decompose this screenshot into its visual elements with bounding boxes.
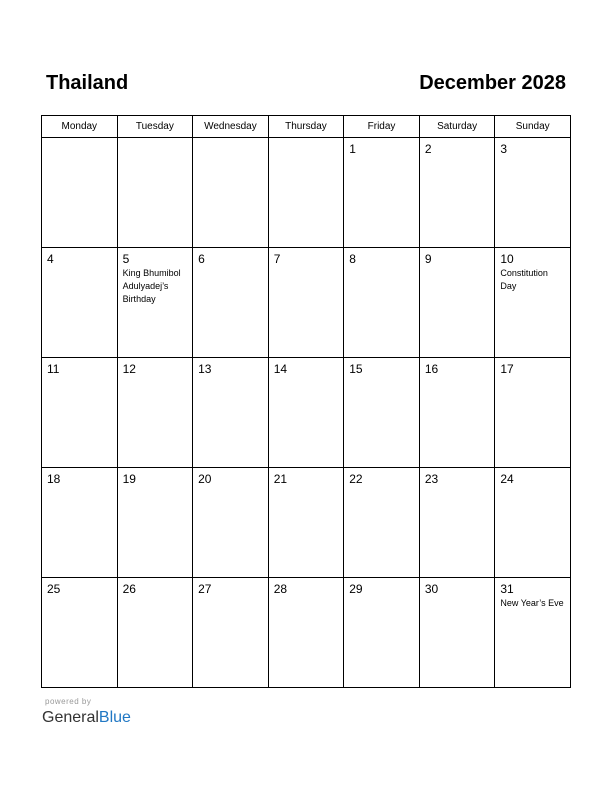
- day-number: 16: [424, 362, 439, 376]
- day-number: 21: [273, 472, 288, 486]
- week-row: [42, 468, 571, 578]
- weekday-header: Wednesday: [193, 116, 269, 138]
- day-cell: [268, 138, 344, 248]
- day-number: 15: [349, 362, 363, 376]
- day-number: 22: [349, 472, 363, 486]
- day-cell: [344, 138, 420, 248]
- day-cell: [495, 468, 571, 578]
- day-cell: [419, 358, 495, 468]
- day-cell: [419, 248, 495, 358]
- brand-general-text: General: [42, 709, 99, 726]
- day-cell: [268, 358, 344, 468]
- powered-by-label: powered by: [45, 697, 92, 706]
- day-number: 10: [500, 252, 514, 266]
- day-cell: [268, 248, 344, 358]
- day-number: 18: [47, 472, 61, 486]
- week-row: [42, 138, 571, 248]
- weekday-header-row: [42, 116, 571, 138]
- day-cell: [268, 578, 344, 688]
- day-number: 9: [424, 252, 432, 266]
- day-cell: [193, 468, 269, 578]
- day-cell: [42, 468, 118, 578]
- day-number: 29: [349, 582, 363, 596]
- day-number: 25: [47, 582, 61, 596]
- day-cell: [495, 358, 571, 468]
- day-number: 28: [273, 582, 288, 596]
- day-cell: [419, 138, 495, 248]
- day-number: 31: [500, 582, 514, 596]
- day-cell: [117, 248, 193, 358]
- calendar-grid: [41, 115, 571, 688]
- weekday-header: Tuesday: [117, 116, 193, 138]
- generalblue-logo[interactable]: [42, 708, 131, 728]
- day-number: 13: [198, 362, 212, 376]
- day-cell: [117, 358, 193, 468]
- holiday-label: Constitution Day: [500, 268, 548, 291]
- day-number: 14: [273, 362, 288, 376]
- day-number: 20: [198, 472, 212, 486]
- day-cell: [42, 248, 118, 358]
- month-title: December 2028: [419, 72, 566, 94]
- week-row: [42, 578, 571, 688]
- day-cell: [344, 578, 420, 688]
- day-cell: [117, 468, 193, 578]
- day-cell: [419, 578, 495, 688]
- day-cell: [495, 578, 571, 688]
- holiday-label: King Bhumibol Adulyadej’s Birthday: [122, 268, 181, 304]
- week-row: [42, 248, 571, 358]
- day-number: 5: [122, 252, 130, 266]
- day-number: 27: [198, 582, 212, 596]
- day-number: 26: [122, 582, 136, 596]
- weekday-header: Monday: [42, 116, 118, 138]
- day-cell: [42, 138, 118, 248]
- day-number: 6: [198, 252, 205, 266]
- week-row: [42, 358, 571, 468]
- day-number: 11: [47, 362, 60, 376]
- day-cell: [495, 248, 571, 358]
- day-number: 4: [47, 252, 54, 266]
- day-number: 24: [500, 472, 514, 486]
- day-number: 1: [349, 142, 356, 156]
- day-number: 3: [500, 142, 508, 156]
- day-cell: [42, 358, 118, 468]
- day-number: 19: [122, 472, 136, 486]
- holiday-label: New Year’s Eve: [500, 598, 564, 608]
- day-cell: [268, 468, 344, 578]
- day-cell: [344, 468, 420, 578]
- weekday-header: Saturday: [419, 116, 495, 138]
- day-cell: [193, 248, 269, 358]
- day-number: 23: [424, 472, 439, 486]
- day-number: 2: [424, 142, 432, 156]
- day-cell: [117, 138, 193, 248]
- day-cell: [344, 358, 420, 468]
- country-title: Thailand: [46, 72, 129, 94]
- day-cell: [495, 138, 571, 248]
- day-number: 7: [273, 252, 281, 266]
- day-cell: [344, 248, 420, 358]
- day-cell: [117, 578, 193, 688]
- day-cell: [42, 578, 118, 688]
- day-cell: [193, 578, 269, 688]
- weekday-header: Thursday: [268, 116, 344, 138]
- day-number: 12: [122, 362, 136, 376]
- day-cell: [193, 138, 269, 248]
- day-number: 8: [349, 252, 356, 266]
- brand-blue-text: Blue: [98, 709, 131, 726]
- day-number: 30: [424, 582, 439, 596]
- weekday-header: Friday: [344, 116, 420, 138]
- weekday-header: Sunday: [495, 116, 571, 138]
- day-number: 17: [500, 362, 514, 376]
- day-cell: [419, 468, 495, 578]
- day-cell: [193, 358, 269, 468]
